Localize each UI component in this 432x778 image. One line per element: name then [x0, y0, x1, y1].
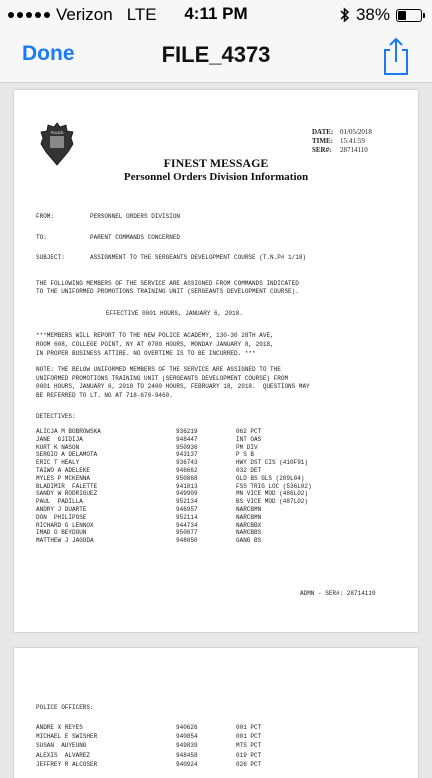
date-value: 01/05/2018 [340, 128, 372, 136]
detective-name: BLADIMIR FALETTE [36, 482, 98, 490]
detective-tax-id: 936219 [176, 428, 198, 435]
detective-tax-id: 936743 [176, 459, 198, 467]
status-bar [0, 0, 432, 30]
detective-command: MN VICE MOD (486L02) [236, 490, 309, 498]
admin-ser-line: ADMN - SER#: 28714110 [300, 590, 376, 597]
document-page-1 [14, 90, 418, 632]
note-paragraph: NOTE: THE BELOW UNIFORMED MEMBERS OF THE SERVICE ARE ASSIGNED TO THE UNIFORMED PROMOTIONS TRAINING UNIT (SERGEANTS DEVELOPMENT COURSE) FROM 0001 HOURS, JANUARY 6, 2018 TO 2400 HOURS, FEBRUARY 18, 2018. QUESTIONS MAY BE REFERRED TO LT. NG AT 718-670-9460. [36, 366, 310, 399]
detective-tax-id: 941013 [176, 482, 198, 490]
detective-name: DON PHILIPOSE [36, 513, 87, 521]
detective-name: JANE GJIDIJA [36, 435, 83, 443]
officer-name: SUSAN AUYEUNG [36, 742, 87, 750]
detectives-label: DETECTIVES: [36, 413, 76, 420]
detective-name: PAUL PADILLA [36, 498, 83, 506]
from-label: FROM: [36, 213, 55, 220]
effective-line: EFFECTIVE 0001 HOURS, JANUARY 6, 2018. [106, 310, 243, 317]
time-label: TIME: [312, 137, 333, 145]
officer-command: 019 PCT [236, 751, 262, 759]
nav-bar [0, 30, 432, 83]
detective-tax-id: 948050 [176, 537, 198, 545]
share-icon[interactable] [380, 36, 412, 76]
carrier-name: Verizon [56, 5, 113, 24]
detective-command: GANG BS [236, 537, 262, 545]
officer-command: 001 PCT [236, 724, 262, 731]
detective-command: 032 DET [236, 467, 262, 474]
time-value: 15:41:59 [340, 137, 365, 145]
detective-command: NARCBBX [236, 521, 262, 529]
paragraph-2: ***MEMBERS WILL REPORT TO THE NEW POLICE ACADEMY, 130-30 28TH AVE, ROOM 608, COLLEGE POINT, NY AT 0700 HOURS, MONDAY JANUARY 8, 2018, IN PROPER BUSINESS ATTIRE. NO OVERTIME IS TO BE INCURRED. *** [36, 332, 274, 357]
detective-name: SANDY W RODRIGUEZ [36, 490, 98, 498]
detective-tax-id: 946957 [176, 506, 198, 513]
detective-tax-id: 948447 [176, 435, 198, 443]
detective-name: RICHARD G LENNOX [36, 521, 94, 529]
battery-percent: 38% [355, 5, 390, 24]
detective-name: ALICJA M BOBROWSKA [36, 428, 101, 435]
detective-name: SERGIO A DELAMOTA [36, 451, 98, 459]
detective-name: MYLES P MCKENNA [36, 474, 91, 482]
subject-label: SUBJECT: [36, 254, 65, 261]
police-officers-label: POLICE OFFICERS: [36, 704, 94, 711]
document-subtitle: Personnel Orders Division Information [123, 171, 309, 183]
officer-command: MTS PCT [236, 742, 262, 750]
document-page-2 [14, 648, 418, 778]
bluetooth-icon [340, 7, 350, 23]
detective-command: GLD BS GLS (209L04) [236, 474, 305, 482]
detective-command: INT OAS [236, 435, 262, 443]
detective-tax-id: 952134 [176, 498, 198, 506]
officer-name: ANDRE X REYES [36, 724, 83, 731]
paragraph-1: THE FOLLOWING MEMBERS OF THE SERVICE ARE ASSIGNED FROM COMMANDS INDICATED TO THE UNIFORMED PROMOTIONS TRAINING UNIT (SERGEANTS DEVELOPMENT COURSE). [36, 280, 299, 295]
detective-tax-id: 950936 [176, 443, 198, 451]
detective-name: ERIC T HEALY [36, 459, 80, 467]
officer-tax-id: 949839 [176, 742, 198, 750]
detective-tax-id: 943137 [176, 451, 198, 459]
subject-value: ASSIGNMENT TO THE SERGEANTS DEVELOPMENT COURSE (T.N.P# 1/18) [90, 254, 307, 261]
detective-name: MATTHEW J JAGODA [36, 537, 94, 545]
detective-command: HWY DST CIS (410F91) [236, 459, 309, 467]
page-title: FILE_4373 [161, 42, 271, 67]
officer-tax-id: 940626 [176, 724, 198, 731]
detective-tax-id: 950077 [176, 529, 198, 537]
ser-label: SER#: [312, 146, 332, 154]
status-right [340, 5, 422, 25]
from-value: PERSONNEL ORDERS DIVISION [90, 213, 181, 220]
detective-command: P S B [236, 451, 255, 459]
officer-tax-id: 940924 [176, 760, 198, 768]
detective-command: NARCBBS [236, 529, 262, 537]
detective-tax-id: 946662 [176, 467, 198, 474]
to-label: TO: [36, 234, 47, 241]
svg-text:POLICE: POLICE [50, 131, 64, 135]
detective-tax-id: 949909 [176, 490, 198, 498]
detective-command: NARCBMN [236, 506, 262, 513]
document-title: FINEST MESSAGE [163, 156, 269, 170]
detective-tax-id: 944734 [176, 521, 198, 529]
detective-tax-id: 952114 [176, 513, 198, 521]
detective-name: IMAD G BEYDOUN [36, 529, 87, 537]
officer-name: JEFFREY R ALCOSER [36, 760, 98, 768]
detective-command: PM DIV [236, 443, 258, 451]
ser-value: 28714110 [340, 146, 368, 154]
detective-name: KURT K NASON [36, 443, 80, 451]
to-value: PARENT COMMANDS CONCERNED [90, 234, 181, 241]
officer-tax-id: 948458 [176, 751, 198, 759]
date-label: DATE: [312, 128, 334, 136]
officer-command: 026 PCT [236, 760, 262, 768]
officer-name: MICHAEL E SWISHER [36, 733, 98, 741]
done-button[interactable]: Done [22, 42, 75, 65]
detective-name: TAIWO A ADELEKE [36, 467, 91, 474]
officer-tax-id: 940854 [176, 733, 198, 741]
detective-command: NARCBMN [236, 513, 262, 521]
battery-icon [396, 9, 422, 22]
detective-command: BS VICE MOD (487L02) [236, 498, 309, 506]
clock: 4:11 PM [184, 4, 248, 23]
detective-command: FSS TRIG LOC (536L02) [236, 482, 312, 490]
detective-name: ANDRY J DUARTE [36, 506, 87, 513]
officer-command: 001 PCT [236, 733, 262, 741]
detective-command: 062 PCT [236, 428, 262, 435]
officer-name: ALEXIS ALVAREZ [36, 751, 91, 759]
network-type: LTE [126, 5, 157, 24]
detective-tax-id: 950868 [176, 474, 198, 482]
